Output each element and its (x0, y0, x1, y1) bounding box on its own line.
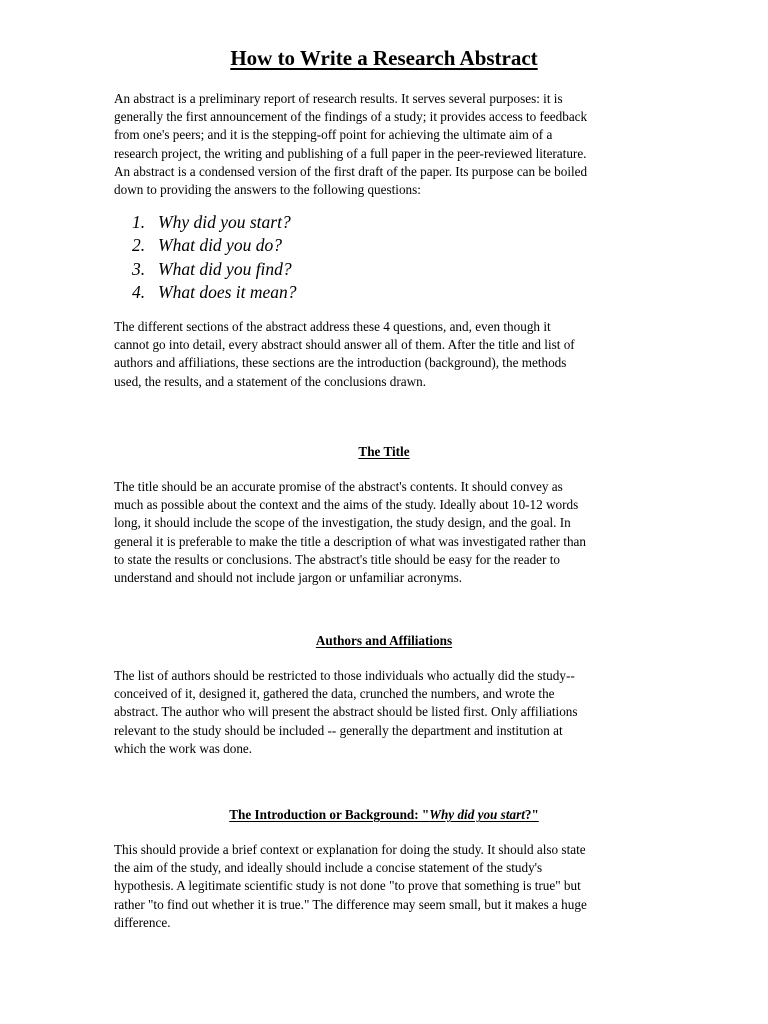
question-text: What does it mean? (158, 282, 297, 303)
text-line: research project, the writing and publishing of a full paper in the peer-reviewed literature. (114, 145, 587, 161)
authors-section-paragraph (114, 667, 660, 758)
heading-italic-text: Why did you start (429, 807, 525, 822)
text-line: understand and should not include jargon or unfamiliar acronyms. (114, 570, 463, 586)
intro-section-paragraph (114, 841, 660, 932)
text-line: The title should be an accurate promise of the abstract's contents. It should convey as (114, 479, 563, 494)
intro-section-heading (0, 806, 768, 824)
question-number: 1. (132, 212, 146, 232)
questions-list (132, 211, 297, 305)
text-line: conceived of it, designed it, gathered the data, crunched the numbers, and wrote the (114, 686, 555, 702)
text-line: difference. (114, 914, 171, 930)
question-number: 3. (132, 258, 146, 279)
text-line: This should provide a brief context or explanation for doing the study. It should also state (114, 842, 586, 857)
authors-section-heading: Authors and Affiliations (315, 633, 453, 648)
question-text: What did you find? (158, 258, 292, 279)
text-line: used, the results, and a statement of the conclusions drawn. (114, 373, 427, 389)
title-section-paragraph (114, 478, 660, 587)
text-line: The different sections of the abstract address these 4 questions, and, even though it (114, 319, 551, 334)
text-line: hypothesis. A legitimate scientific study is not done "to prove that something is true" but (114, 878, 581, 894)
heading-text: ?" (524, 807, 539, 822)
text-line: abstract. The author who will present the abstract should be listed first. Only affiliations (114, 704, 578, 720)
text-line: rather "to find out whether it is true." The difference may seem small, but it makes a huge (114, 896, 587, 912)
text-line: generally the first announcement of the findings of a study; it provides access to feedback (114, 109, 588, 125)
heading-text: The Introduction or Background: " (229, 807, 430, 822)
question-text: Why did you start? (158, 212, 291, 232)
intro-paragraph (114, 90, 660, 199)
document-title: How to Write a Research Abstract (230, 46, 538, 70)
text-line: An abstract is a condensed version of the first draft of the paper. Its purpose can be boiled (114, 163, 588, 179)
sections-paragraph (114, 318, 660, 391)
text-line: from one's peers; and it is the stepping-off point for achieving the ultimate aim of a (114, 127, 553, 143)
question-number: 2. (132, 235, 146, 256)
text-line: the aim of the study, and ideally should include a concise statement of the study's (114, 860, 543, 876)
text-line: relevant to the study should be included -- generally the department and institution at (114, 722, 563, 738)
question-text: What did you do? (158, 235, 282, 256)
list-item (132, 281, 297, 304)
text-line: down to providing the answers to the following questions: (114, 182, 421, 198)
text-line: authors and affiliations, these sections are the introduction (background), the methods (114, 355, 567, 371)
text-line: cannot go into detail, every abstract should answer all of them. After the title and list of (114, 337, 575, 353)
text-line: long, it should include the scope of the investigation, the study design, and the goal. In (114, 515, 571, 531)
list-item (132, 234, 297, 257)
text-line: which the work was done. (114, 740, 253, 756)
text-line: The list of authors should be restricted to those individuals who actually did the study-- (114, 668, 575, 683)
text-line: to state the results or conclusions. The abstract's title should be easy for the reader to (114, 551, 560, 567)
text-line: much as possible about the context and the aims of the study. Ideally about 10-12 words (114, 497, 579, 513)
text-line: general it is preferable to make the title a description of what was investigated rather than (114, 533, 587, 549)
list-item (132, 258, 297, 281)
text-line: An abstract is a preliminary report of research results. It serves several purposes: it is (114, 91, 563, 106)
title-section-heading: The Title (358, 444, 410, 459)
list-item (132, 211, 297, 234)
question-number: 4. (132, 282, 146, 303)
